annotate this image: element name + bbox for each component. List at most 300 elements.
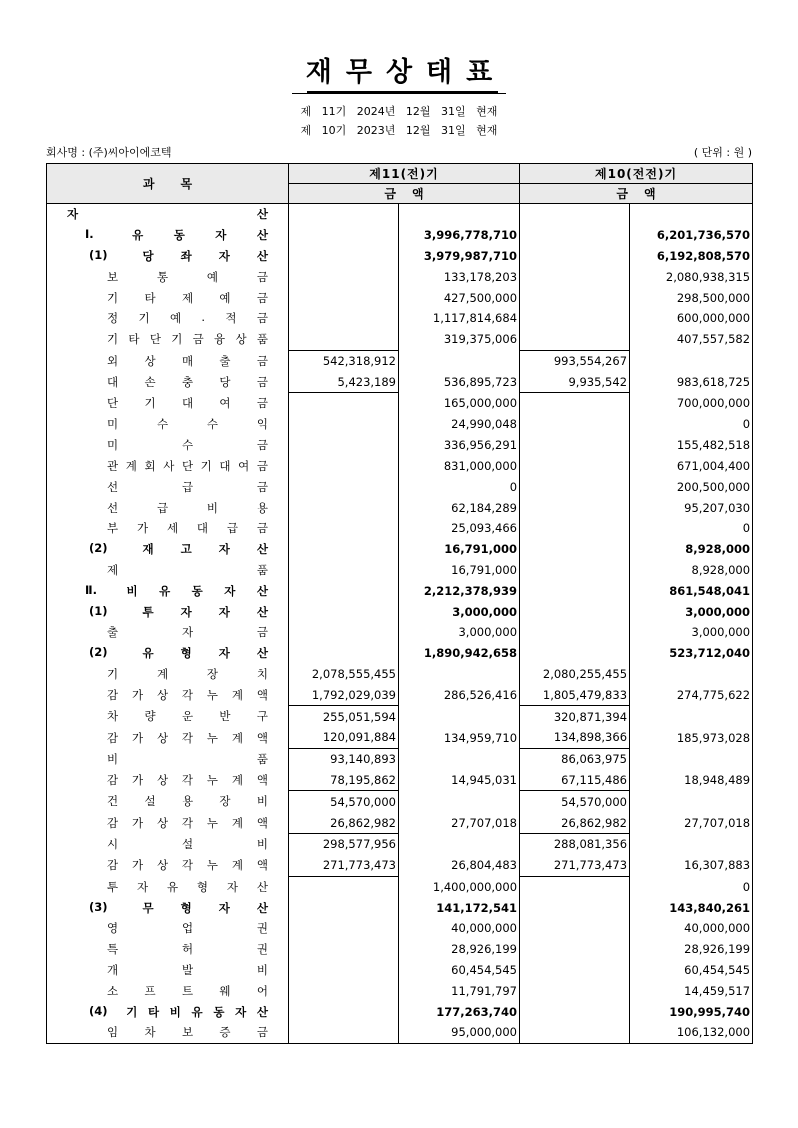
amount-cell-c2: 11,791,797 [399, 980, 520, 1001]
amount-cell-c2 [399, 833, 520, 854]
account-char: 시 [107, 837, 119, 852]
amount-cell-c4: 14,459,517 [630, 980, 753, 1001]
table-row [47, 727, 753, 748]
account-cell [47, 622, 289, 643]
amount-cell-c3: 134,898,366 [520, 727, 630, 748]
account-char: 급 [226, 521, 238, 536]
account-cell [47, 518, 289, 539]
account-char: 자 [218, 248, 230, 263]
account-char: 건 [107, 794, 119, 809]
amount-cell-c1 [289, 393, 399, 414]
account-char: 상 [156, 815, 169, 830]
amount-cell-c1 [289, 456, 399, 477]
amount-cell-c1 [289, 939, 399, 960]
account-char: 여 [238, 458, 250, 473]
amount-cell-c3: 67,115,486 [520, 770, 630, 791]
period-month: 12월 [405, 124, 431, 137]
account-char: 권 [256, 942, 268, 957]
account-label [47, 583, 288, 599]
account-char: 각 [181, 815, 194, 830]
account-char: 당 [219, 375, 231, 390]
period-suffix: 현재 [476, 124, 498, 137]
account-char: 유 [159, 583, 171, 598]
account-label [47, 772, 288, 788]
account-label [47, 227, 288, 243]
account-char: 비 [256, 963, 268, 978]
account-char: 보 [181, 1025, 194, 1040]
period-month: 12월 [405, 105, 431, 118]
amount-cell-c3: 288,081,356 [520, 833, 630, 854]
account-char: 자 [181, 625, 194, 640]
account-char: 여 [219, 396, 231, 411]
account-char: 계 [231, 687, 243, 702]
account-char: 보 [107, 269, 119, 284]
account-char: 량 [144, 709, 156, 724]
amount-cell-c3 [520, 414, 630, 435]
period-prior [0, 122, 798, 138]
account-char: 기 [107, 332, 119, 347]
account-cell [47, 1022, 289, 1043]
period-label: 제 11기 [300, 105, 347, 118]
header-row-1 [47, 164, 753, 184]
table-row [47, 770, 753, 791]
amount-cell-c4: 18,948,489 [630, 770, 753, 791]
account-cell [47, 266, 289, 287]
period-current [0, 103, 798, 119]
account-char: 치 [256, 666, 268, 681]
period-year: 2024년 [356, 105, 396, 118]
account-char: 품 [256, 562, 268, 577]
amount-cell-c2: 165,000,000 [399, 393, 520, 414]
amount-cell-c4: 106,132,000 [630, 1022, 753, 1043]
account-char: 동 [173, 228, 185, 243]
account-char: 기 [200, 458, 212, 473]
account-char: 계 [125, 458, 137, 473]
account-char: 누 [206, 858, 218, 873]
account-label [47, 730, 288, 746]
header-account: 과목 [47, 164, 289, 204]
table-row [47, 939, 753, 960]
amount-cell-c1 [289, 1001, 399, 1022]
account-label [47, 290, 288, 306]
table-row [47, 393, 753, 414]
account-label [47, 1024, 288, 1040]
account-char: 동 [191, 583, 203, 598]
amount-cell-c1: 298,577,956 [289, 833, 399, 854]
amount-cell-c2: 16,791,000 [399, 539, 520, 560]
account-label [47, 520, 288, 536]
amount-cell-c2: 0 [399, 476, 520, 497]
account-char: 어 [256, 983, 268, 998]
account-char: 형 [196, 879, 209, 894]
amount-cell-c3: 1,805,479,833 [520, 684, 630, 705]
account-label [47, 836, 288, 852]
account-char: 통 [156, 269, 169, 284]
account-char: 금 [256, 269, 268, 284]
document-title-wrap [0, 50, 798, 94]
account-char: 상 [156, 730, 169, 745]
account-char: 각 [181, 730, 194, 745]
amount-cell-c4: 143,840,261 [630, 897, 753, 918]
amount-cell-c3 [520, 939, 630, 960]
account-char: 임 [107, 1025, 119, 1040]
account-char: 익 [256, 417, 268, 432]
account-char: 좌 [180, 248, 192, 263]
account-char: 누 [206, 687, 218, 702]
account-char: 수 [156, 417, 169, 432]
amount-cell-c1 [289, 414, 399, 435]
account-char: 급 [181, 479, 194, 494]
account-cell [47, 791, 289, 812]
account-char: 가 [131, 687, 144, 702]
account-char: 계 [231, 815, 243, 830]
account-label [47, 248, 288, 264]
amount-cell-c3 [520, 960, 630, 981]
amount-cell-c2 [399, 350, 520, 371]
amount-cell-c1 [289, 560, 399, 581]
account-char: 예 [169, 311, 182, 326]
account-char: 상 [144, 353, 156, 368]
amount-cell-c4: 40,000,000 [630, 918, 753, 939]
account-label [47, 331, 288, 347]
amount-cell-c1: 1,792,029,039 [289, 684, 399, 705]
amount-cell-c3 [520, 225, 630, 246]
amount-cell-c4: 8,928,000 [630, 539, 753, 560]
table-row [47, 580, 753, 601]
table-row [47, 560, 753, 581]
account-char: 기 [107, 666, 119, 681]
account-char: 권 [256, 921, 268, 936]
account-char: 금 [256, 353, 268, 368]
account-char: 가 [131, 815, 144, 830]
amount-cell-c3 [520, 897, 630, 918]
amount-cell-c2: 336,956,291 [399, 435, 520, 456]
account-char: 산 [256, 248, 268, 263]
amount-cell-c1 [289, 980, 399, 1001]
account-char: . [201, 310, 206, 325]
amount-cell-c2: 25,093,466 [399, 518, 520, 539]
amount-cell-c1 [289, 476, 399, 497]
account-char: 액 [256, 687, 268, 702]
account-char: 재 [142, 542, 154, 557]
account-char: 단 [107, 396, 119, 411]
account-cell [47, 1001, 289, 1022]
amount-cell-c4: 200,500,000 [630, 476, 753, 497]
account-char: 허 [181, 942, 194, 957]
account-char: 세 [166, 521, 179, 536]
amount-cell-c2: 40,000,000 [399, 918, 520, 939]
account-char: 충 [181, 375, 194, 390]
account-char: 손 [144, 375, 156, 390]
account-char: 프 [144, 983, 156, 998]
account-char: 비 [256, 794, 268, 809]
account-cell [47, 897, 289, 918]
account-label [47, 500, 288, 516]
account-cell [47, 918, 289, 939]
amount-cell-c4: 523,712,040 [630, 643, 753, 664]
title-double-underline [307, 91, 498, 94]
header-amount-prior: 금액 [520, 184, 753, 204]
account-cell [47, 855, 289, 876]
account-char: 동 [213, 1004, 225, 1019]
amount-cell-c4: 274,775,622 [630, 684, 753, 705]
account-cell [47, 308, 289, 329]
account-char: 감 [107, 730, 119, 745]
account-prefix: Ⅱ. [85, 582, 97, 597]
document-title: 재무상태표 [292, 50, 506, 94]
account-char: 자 [218, 900, 230, 915]
account-char: 설 [144, 794, 156, 809]
account-char: 차 [107, 709, 119, 724]
account-label [47, 479, 288, 495]
amount-cell-c1: 255,051,594 [289, 706, 399, 727]
account-char: 가 [136, 521, 149, 536]
account-char: 산 [256, 646, 268, 661]
amount-cell-c3: 2,080,255,455 [520, 664, 630, 685]
account-cell [47, 456, 289, 477]
account-label [47, 1004, 288, 1020]
amount-cell-c4: 861,548,041 [630, 580, 753, 601]
account-char: 영 [107, 921, 119, 936]
account-char: 장 [219, 794, 231, 809]
amount-cell-c3: 320,871,394 [520, 706, 630, 727]
account-char: 선 [107, 500, 119, 515]
amount-cell-c2: 3,000,000 [399, 601, 520, 622]
account-char: 상 [156, 687, 169, 702]
account-char: 타 [144, 290, 156, 305]
account-cell [47, 435, 289, 456]
amount-cell-c3 [520, 539, 630, 560]
account-char: 증 [219, 1025, 231, 1040]
account-char: 가 [131, 773, 144, 788]
account-char: 누 [206, 730, 218, 745]
account-label [47, 879, 288, 895]
account-char: 무 [142, 900, 154, 915]
account-char: 자 [218, 542, 230, 557]
amount-cell-c4 [630, 791, 753, 812]
account-cell [47, 684, 289, 705]
amount-cell-c2: 3,000,000 [399, 622, 520, 643]
amount-cell-c4: 95,207,030 [630, 497, 753, 518]
amount-cell-c1 [289, 287, 399, 308]
account-char: 차 [144, 1025, 156, 1040]
account-prefix: (4) [89, 1003, 108, 1018]
amount-cell-c1 [289, 918, 399, 939]
amount-cell-c2: 134,959,710 [399, 727, 520, 748]
amount-cell-c1: 2,078,555,455 [289, 664, 399, 685]
table-row [47, 918, 753, 939]
account-char: 상 [156, 858, 169, 873]
account-char: 적 [225, 311, 237, 326]
account-char: 자 [224, 583, 236, 598]
account-cell [47, 350, 289, 371]
account-label [47, 900, 288, 916]
amount-cell-c2: 27,707,018 [399, 812, 520, 833]
account-char: 제 [181, 290, 194, 305]
amount-cell-c2: 16,791,000 [399, 560, 520, 581]
account-char: 타 [147, 1004, 160, 1019]
table-row [47, 329, 753, 350]
amount-cell-c1 [289, 225, 399, 246]
account-label [47, 269, 288, 285]
account-char: 수 [181, 438, 194, 453]
table-row [47, 476, 753, 497]
amount-cell-c1: 26,862,982 [289, 812, 399, 833]
header-period-prior: 제10(전전)기 [520, 164, 753, 184]
amount-cell-c1 [289, 435, 399, 456]
account-label [47, 962, 288, 978]
account-prefix: (2) [89, 541, 108, 556]
account-label [47, 920, 288, 936]
account-char: 산 [256, 879, 268, 894]
account-char: 상 [235, 332, 247, 347]
account-label [47, 666, 288, 682]
account-cell [47, 560, 289, 581]
account-char: 대 [107, 375, 119, 390]
amount-cell-c4 [630, 748, 753, 769]
table-row [47, 225, 753, 246]
account-char: 산 [256, 900, 268, 915]
account-char: 상 [156, 773, 169, 788]
amount-cell-c4: 185,973,028 [630, 727, 753, 748]
account-char: 누 [206, 773, 218, 788]
amount-cell-c3 [520, 918, 630, 939]
account-char: 기 [144, 396, 156, 411]
table-row [47, 960, 753, 981]
account-label [47, 751, 288, 767]
amount-cell-c4: 6,192,808,570 [630, 246, 753, 267]
currency-unit: ( 단위 : 원 ) [693, 146, 752, 159]
account-char: 자 [180, 604, 192, 619]
amount-cell-c2: 536,895,723 [399, 371, 520, 392]
account-char: 부 [107, 521, 119, 536]
account-char: 산 [256, 604, 268, 619]
account-char: 타 [128, 332, 140, 347]
amount-cell-c3: 9,935,542 [520, 371, 630, 392]
account-prefix: (1) [89, 603, 108, 618]
account-char: 품 [256, 332, 268, 347]
amount-cell-c4: 16,307,883 [630, 855, 753, 876]
amount-cell-c2: 24,990,048 [399, 414, 520, 435]
amount-cell-c4: 671,004,400 [630, 456, 753, 477]
period-day: 31일 [441, 124, 466, 137]
account-cell [47, 980, 289, 1001]
account-char: 자 [218, 646, 230, 661]
amount-cell-c1 [289, 601, 399, 622]
account-char: 산 [256, 1004, 268, 1019]
account-label [47, 645, 288, 661]
account-char: 각 [181, 687, 194, 702]
table-row [47, 643, 753, 664]
table-row [47, 876, 753, 897]
account-char: 비 [126, 583, 138, 598]
table-row [47, 246, 753, 267]
table-row [47, 706, 753, 727]
amount-cell-c1: 542,318,912 [289, 350, 399, 371]
amount-cell-c1 [289, 897, 399, 918]
account-label [47, 708, 288, 724]
amount-cell-c2: 28,926,199 [399, 939, 520, 960]
account-char: 미 [107, 438, 119, 453]
table-row [47, 833, 753, 854]
amount-cell-c4: 0 [630, 414, 753, 435]
account-cell [47, 329, 289, 350]
amount-cell-c3: 26,862,982 [520, 812, 630, 833]
account-char: 계 [156, 666, 169, 681]
amount-cell-c1 [289, 329, 399, 350]
account-cell [47, 497, 289, 518]
amount-cell-c2: 95,000,000 [399, 1022, 520, 1043]
account-label [47, 416, 288, 432]
account-char: 대 [196, 521, 209, 536]
account-prefix: (3) [89, 899, 108, 914]
account-char: 용 [181, 794, 194, 809]
account-cell [47, 414, 289, 435]
amount-cell-c2 [399, 204, 520, 225]
account-char: 설 [181, 837, 194, 852]
account-char: 금 [256, 290, 268, 305]
amount-cell-c3 [520, 308, 630, 329]
table-row [47, 518, 753, 539]
account-char: 장 [206, 666, 219, 681]
header-amount-current: 금액 [289, 184, 520, 204]
account-char: 기 [126, 1004, 138, 1019]
account-char: 감 [107, 858, 119, 873]
account-prefix: (2) [89, 645, 108, 660]
account-char: 감 [107, 687, 119, 702]
account-char: 대 [219, 458, 231, 473]
amount-cell-c2: 26,804,483 [399, 855, 520, 876]
account-char: 급 [156, 500, 169, 515]
account-label [47, 793, 288, 809]
account-char: 단 [181, 458, 194, 473]
amount-cell-c2: 427,500,000 [399, 287, 520, 308]
amount-cell-c1 [289, 643, 399, 664]
account-cell [47, 287, 289, 308]
amount-cell-c4: 3,000,000 [630, 622, 753, 643]
amount-cell-c3 [520, 204, 630, 225]
amount-cell-c3 [520, 518, 630, 539]
account-char: 가 [131, 858, 144, 873]
amount-cell-c3 [520, 580, 630, 601]
account-label [47, 310, 288, 326]
account-char: 금 [256, 311, 268, 326]
amount-cell-c3 [520, 876, 630, 897]
period-day: 31일 [441, 105, 466, 118]
account-char: 산 [256, 583, 268, 598]
table-row [47, 980, 753, 1001]
account-char: 금 [256, 458, 268, 473]
amount-cell-c1: 78,195,862 [289, 770, 399, 791]
amount-cell-c2: 1,400,000,000 [399, 876, 520, 897]
amount-cell-c4: 298,500,000 [630, 287, 753, 308]
account-char: 고 [180, 542, 192, 557]
account-cell [47, 580, 289, 601]
account-char: 금 [256, 521, 268, 536]
table-row [47, 497, 753, 518]
account-char: 유 [132, 228, 144, 243]
account-char: 매 [181, 353, 194, 368]
table-row [47, 855, 753, 876]
amount-cell-c4 [630, 664, 753, 685]
amount-cell-c4: 0 [630, 518, 753, 539]
account-label [47, 353, 288, 369]
amount-cell-c4: 27,707,018 [630, 812, 753, 833]
account-char: 자 [67, 207, 79, 222]
account-char: 정 [107, 311, 119, 326]
account-char: 형 [180, 646, 192, 661]
account-char: 기 [171, 332, 183, 347]
